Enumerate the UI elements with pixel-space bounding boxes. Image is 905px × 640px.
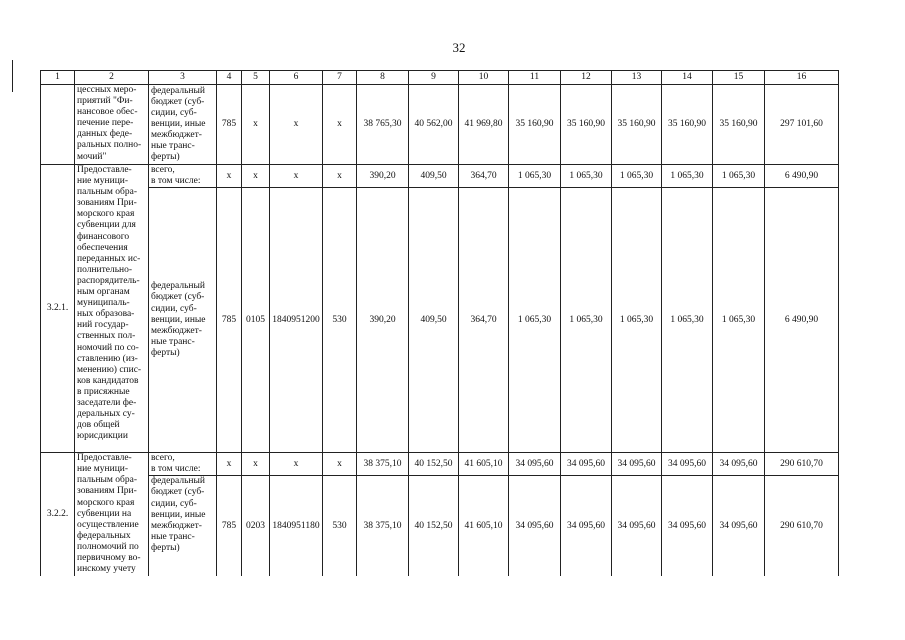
- table-row: [41, 85, 839, 165]
- amount-cell: 364,70: [459, 188, 509, 453]
- amount-cell: 1 065,30: [612, 165, 662, 188]
- amount-cell: 1 065,30: [713, 165, 765, 188]
- amount-cell: 364,70: [459, 165, 509, 188]
- amount-cell: 40 562,00: [409, 85, 459, 165]
- budget-table: [40, 70, 839, 576]
- table-row: [41, 453, 839, 476]
- funding-source: федеральный бюджет (суб- сидии, суб- венции, иные межбюджет- ные транс- ферты): [151, 476, 206, 553]
- amount-cell: 35 160,90: [561, 85, 612, 165]
- amount-cell: 35 160,90: [509, 85, 561, 165]
- amount-cell: 34 095,60: [713, 453, 765, 476]
- amount-cell: 390,20: [357, 188, 409, 453]
- amount-cell: 1 065,30: [662, 165, 713, 188]
- grbs-code: 785: [217, 85, 242, 165]
- activity-name: Предоставле- ние муници- пальным обра- зованиям При- морского края субвенции для финансового обеспечения переданных ис- полнительно- распорядитель- ным органам муниципаль- ных образова- ний государ- ственных пол- номочий по со- ставлению (из- менению) спис- ков кандидатов в присяжные заседатели фе- деральных су- дов общей юрисдикции: [77, 165, 142, 442]
- grbs-code: x: [217, 453, 242, 476]
- col-header: 12: [561, 71, 612, 85]
- amount-cell: 34 095,60: [509, 476, 561, 576]
- expense-type-code: x: [323, 165, 357, 188]
- amount-cell: 1 065,30: [561, 188, 612, 453]
- grbs-code: x: [217, 165, 242, 188]
- page-number: 32: [452, 40, 466, 55]
- amount-cell: 41 969,80: [459, 85, 509, 165]
- col-header: 14: [662, 71, 713, 85]
- total-amount-cell: 6 490,90: [765, 188, 839, 453]
- total-amount-cell: 290 610,70: [765, 476, 839, 576]
- col-header: 2: [75, 71, 149, 85]
- table-row: [41, 476, 839, 576]
- amount-cell: 1 065,30: [509, 165, 561, 188]
- amount-cell: 38 375,10: [357, 453, 409, 476]
- amount-cell: 34 095,60: [662, 476, 713, 576]
- activity-name-cell: [75, 453, 149, 576]
- expense-type-code: 530: [323, 188, 357, 453]
- item-number-cell: [41, 85, 75, 165]
- activity-name: цессных меро- приятий "Фи- нансовое обес- печение пере- данных феде- ральных полно- мочий": [77, 85, 142, 162]
- target-article-code: 1840951200: [270, 188, 323, 453]
- funding-source-cell: [149, 165, 217, 188]
- amount-cell: 1 065,30: [662, 188, 713, 453]
- funding-source-cell: [149, 453, 217, 476]
- section-code: 0203: [242, 476, 270, 576]
- col-header: 13: [612, 71, 662, 85]
- col-header: 16: [765, 71, 839, 85]
- activity-name-cell: [75, 85, 149, 165]
- funding-source: всего, в том числе:: [151, 165, 201, 187]
- amount-cell: 34 095,60: [662, 453, 713, 476]
- col-header: 3: [149, 71, 217, 85]
- expense-type-code: 530: [323, 476, 357, 576]
- col-header: 15: [713, 71, 765, 85]
- activity-name: Предоставле- ние муници- пальным обра- зованиям При- морского края субвенции на осуществление федеральных полномочий по первичному во- инскому учету: [77, 453, 141, 575]
- amount-cell: 1 065,30: [713, 188, 765, 453]
- col-header: 6: [270, 71, 323, 85]
- amount-cell: 41 605,10: [459, 476, 509, 576]
- item-number: 3.2.2.: [41, 453, 75, 576]
- col-header: 10: [459, 71, 509, 85]
- grbs-code: 785: [217, 188, 242, 453]
- section-code: x: [242, 453, 270, 476]
- amount-cell: 34 095,60: [509, 453, 561, 476]
- amount-cell: 35 160,90: [612, 85, 662, 165]
- funding-source-cell: [149, 188, 217, 453]
- table-row: [41, 188, 839, 453]
- col-header: 11: [509, 71, 561, 85]
- amount-cell: 40 152,50: [409, 453, 459, 476]
- amount-cell: 40 152,50: [409, 476, 459, 576]
- target-article-code: x: [270, 453, 323, 476]
- funding-source-cell: [149, 476, 217, 576]
- amount-cell: 35 160,90: [662, 85, 713, 165]
- amount-cell: 34 095,60: [561, 453, 612, 476]
- amount-cell: 409,50: [409, 165, 459, 188]
- expense-type-code: x: [323, 453, 357, 476]
- col-header: 1: [41, 71, 75, 85]
- col-header: 4: [217, 71, 242, 85]
- amount-cell: 38 375,10: [357, 476, 409, 576]
- funding-source: федеральный бюджет (суб- сидии, суб- венции, иные межбюджет- ные транс- ферты): [151, 281, 206, 358]
- section-code: 0105: [242, 188, 270, 453]
- funding-source: всего, в том числе:: [151, 453, 201, 475]
- amount-cell: 390,20: [357, 165, 409, 188]
- grbs-code: 785: [217, 476, 242, 576]
- table-row: [41, 165, 839, 188]
- amount-cell: 34 095,60: [612, 453, 662, 476]
- expense-type-code: x: [323, 85, 357, 165]
- col-header: 9: [409, 71, 459, 85]
- target-article-code: 1840951180: [270, 476, 323, 576]
- amount-cell: 34 095,60: [561, 476, 612, 576]
- total-amount-cell: 297 101,60: [765, 85, 839, 165]
- amount-cell: 1 065,30: [561, 165, 612, 188]
- section-code: x: [242, 165, 270, 188]
- col-header: 8: [357, 71, 409, 85]
- margin-mark: [12, 60, 13, 92]
- amount-cell: 41 605,10: [459, 453, 509, 476]
- col-header: 5: [242, 71, 270, 85]
- activity-name-cell: [75, 165, 149, 453]
- amount-cell: 38 765,30: [357, 85, 409, 165]
- amount-cell: 34 095,60: [612, 476, 662, 576]
- amount-cell: 35 160,90: [713, 85, 765, 165]
- amount-cell: 409,50: [409, 188, 459, 453]
- total-amount-cell: 290 610,70: [765, 453, 839, 476]
- total-amount-cell: 6 490,90: [765, 165, 839, 188]
- section-code: x: [242, 85, 270, 165]
- amount-cell: 34 095,60: [713, 476, 765, 576]
- target-article-code: x: [270, 165, 323, 188]
- funding-source-cell: [149, 85, 217, 165]
- target-article-code: x: [270, 85, 323, 165]
- funding-source: федеральный бюджет (суб- сидии, суб- венции, иные межбюджет- ные транс- ферты): [151, 85, 206, 163]
- amount-cell: 1 065,30: [612, 188, 662, 453]
- col-header: 7: [323, 71, 357, 85]
- item-number: 3.2.1.: [41, 165, 75, 453]
- amount-cell: 1 065,30: [509, 188, 561, 453]
- header-row: [41, 71, 839, 85]
